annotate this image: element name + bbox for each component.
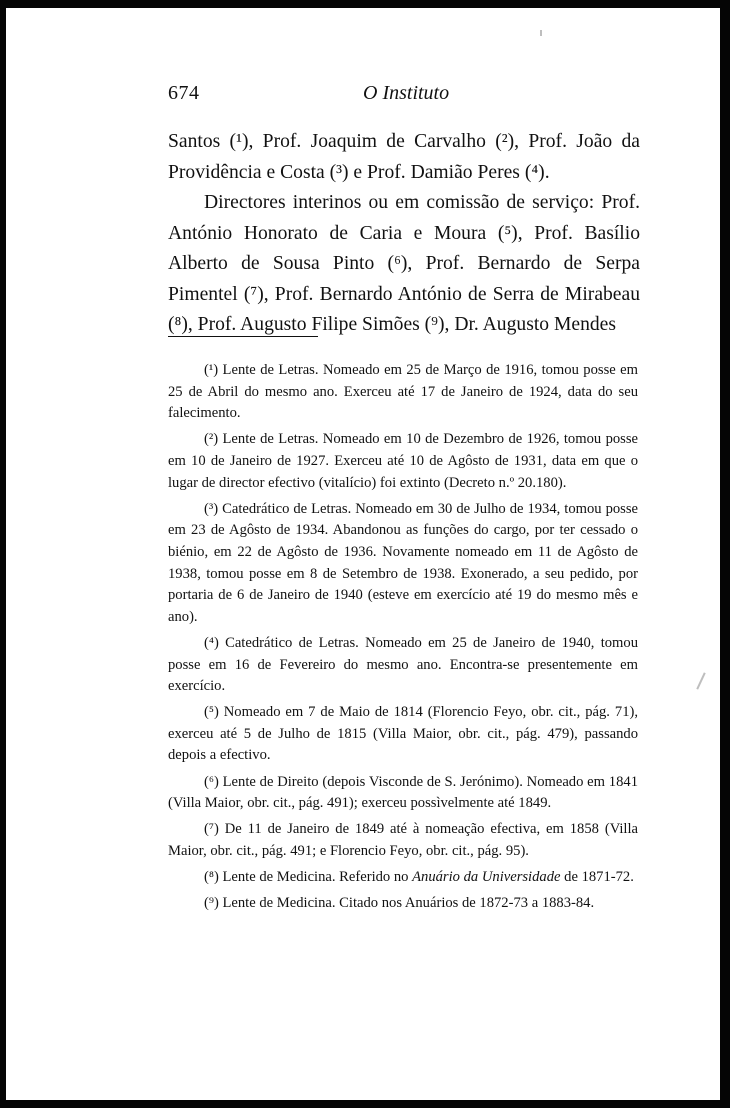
- footnote-text: Lente de Letras. Nomeado em 25 de Março de 1916, tomou posse em 25 de Abril do mesmo ano. Exerceu até 17 de Janeiro de 1924, data do seu falecimento.: [168, 362, 638, 422]
- footnote-text: Catedrático de Letras. Nomeado em 30 de Julho de 1934, tomou posse em 23 de Agôsto de 1934. Abandonou as funções do cargo, por ter cessado o biénio, em 22 de Agôsto de 1936. Novamente nomeado em 11 de Agôsto de 1938, tomou posse em 8 de Setembro de 1938. Exonerado, a seu pedido, por portaria de 6 de Janeiro de 1940 (esteve em exercício até 19 do mesmo mês e ano).: [168, 500, 638, 625]
- footnote-text: Lente de Medicina. Citado nos Anuários de 1872-73 a 1883-84.: [222, 895, 595, 912]
- footnote-marker: (²): [204, 431, 219, 448]
- footnote-text: de 1871-72.: [564, 869, 634, 886]
- footnote-marker: (⁵): [204, 704, 219, 721]
- footnote-4: [168, 633, 638, 698]
- footnote-text: Catedrático de Letras. Nomeado em 25 de Janeiro de 1940, tomou posse em 16 de Fevereiro do mesmo ano. Encontra-se presentemente em exercício.: [168, 634, 638, 695]
- footnote-italic-title: Anuário da Universidade: [412, 869, 561, 886]
- footnote-marker: (⁶): [204, 773, 219, 790]
- footnote-6: [168, 772, 638, 815]
- footnotes: [168, 360, 638, 920]
- directors-paragraph: Directores interinos ou em comissão de serviço: Prof. António Honorato de Caria e Moura (⁵), Prof. Basílio Alberto de Sousa Pinto (⁶), Prof. Bernardo de Serpa Pimentel (⁷), Prof. Bernardo António de Serra de Mirabeau (⁸), Prof. Augusto Filipe Simões (⁹), Dr. Augusto Mendes: [168, 192, 640, 335]
- footnote-marker: (³): [204, 500, 219, 517]
- footnote-text: Nomeado em 7 de Maio de 1814 (Florencio Feyo, obr. cit., pág. 71), exerceu até 5 de Julho de 1815 (Villa Maior, obr. cit., pág. 479), passando depois a efectivo.: [168, 704, 638, 764]
- footnote-2: [168, 429, 638, 494]
- footnote-text: De 11 de Janeiro de 1849 até à nomeação efectiva, em 1858 (Villa Maior, obr. cit., pág. 491; e Florencio Feyo, obr. cit., pág. 95).: [168, 821, 639, 860]
- footnote-marker: (¹): [204, 362, 219, 378]
- page-header: [168, 82, 640, 112]
- footnote-marker: (⁷): [204, 821, 219, 838]
- footnote-5: [168, 702, 638, 767]
- page-number: 674: [168, 82, 200, 104]
- footnote-text: Lente de Direito (depois Visconde de S. Jerónimo). Nomeado em 1841 (Villa Maior, obr. cit., pág. 491); exerceu possìvelmente até 1849.: [168, 773, 638, 812]
- running-title: O Instituto: [363, 82, 450, 104]
- footnote-marker: (⁹): [204, 895, 219, 912]
- footnote-marker: (⁴): [204, 634, 219, 651]
- footnote-1: [168, 360, 638, 425]
- continuation-paragraph: Santos (¹), Prof. Joaquim de Carvalho (²), Prof. João da Providência e Costa (³) e Prof. Damião Peres (⁴).: [168, 131, 640, 183]
- footnote-9: [168, 893, 638, 915]
- footnote-8: [168, 867, 638, 889]
- main-text: [168, 127, 640, 341]
- footnote-7: [168, 819, 638, 862]
- footnote-marker: (⁸): [204, 869, 219, 886]
- scan-speck: [540, 30, 542, 36]
- footnote-text: Lente de Letras. Nomeado em 10 de Dezembro de 1926, tomou posse em 10 de Janeiro de 1927. Exerceu até 10 de Agôsto de 1931, data em que o lugar de director efectivo (vitalício) foi extinto (Decreto n.º 20.180).: [168, 431, 638, 491]
- footnote-3: [168, 499, 638, 629]
- footnote-separator: [168, 336, 318, 337]
- footnote-text: Lente de Medicina. Referido no: [222, 869, 409, 886]
